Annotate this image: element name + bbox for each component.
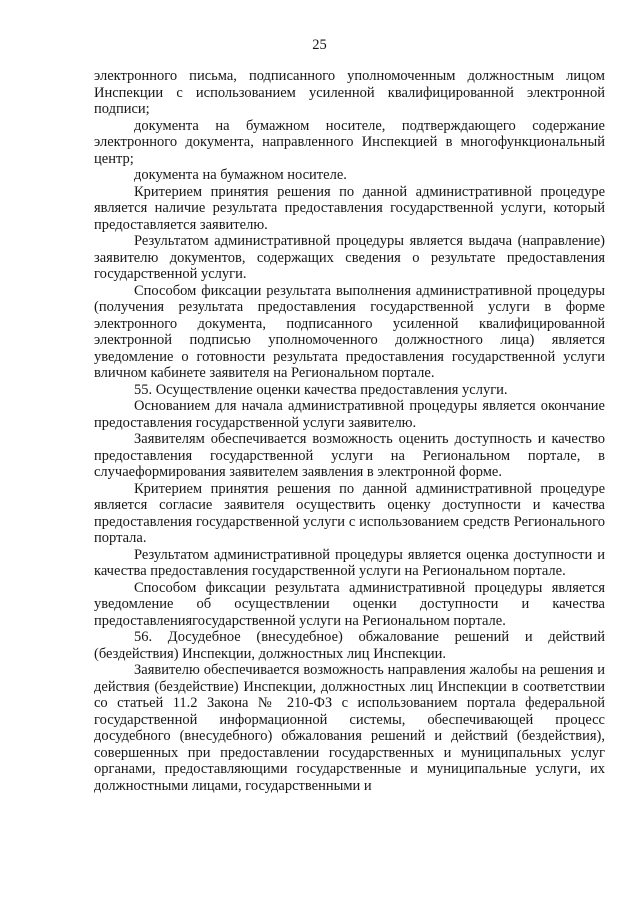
document-body (94, 68, 605, 794)
paragraph-paper-document-confirming: документа на бумажном носителе, подтверждающего содержание электронного документа, направленного Инспекцией в многофункциональный центр; (94, 117, 605, 167)
paragraph-paper-document: документа на бумажном носителе. (134, 167, 347, 183)
paragraph-electronic-letter: электронного письма, подписанного уполномоченным должностным лицом Инспекции с использованием усиленной квалифицированной электронной подписи; (94, 68, 605, 117)
paragraph-assessment-criterion: Критерием принятия решения по данной административной процедуре является согласие заявителя осуществить оценку доступности и качества предоставления государственной услуги с использованием средств Регионального портала. (94, 480, 605, 546)
section-heading-55: 55. Осуществление оценки качества предоставления услуги. (134, 381, 508, 398)
section-heading-56: 56. Досудебное (внесудебное) обжалование решений и действий (бездействия) Инспекции, должностных лиц Инспекции. (94, 629, 605, 662)
paragraph-procedure-result: Результатом административной процедуры является выдача (направление) заявителю документов, содержащих сведения о результате предоставления государственной услуги. (94, 233, 605, 282)
paragraph-complaint-right: Заявителю обеспечивается возможность направления жалобы на решения и действия (бездействие) Инспекции, должностных лиц Инспекции в соответствии со статьей 11.2 Закона № 210-ФЗ с использованием портала федеральной государственной информационной системы, обеспечивающей процесс досудебного (внесудебного) обжалования решений и действий (бездействия), совершенных при предоставлении государственных и муниципальных услуг органами, предоставляющими государственные и муниципальные услуги, их должностными лицами, государственными и (94, 662, 605, 794)
paragraph-decision-criterion: Критерием принятия решения по данной административной процедуре является наличие результата предоставления государственной услуги, который предоставляется заявителю. (94, 183, 605, 233)
paragraph-result-recording: Способом фиксации результата выполнения административной процедуры (получения результата предоставления государственной услуги в форме электронного документа, подписанного усиленной квалифицированной электронной подписью уполномоченного должностного лица) является уведомление о готовности результата предоставления государственной услуги вличном кабинете заявителя на Региональном портале. (94, 282, 605, 381)
page-number: 25 (312, 37, 327, 53)
paragraph-assessment-result: Результатом административной процедуры является оценка доступности и качества предоставления государственной услуги на Региональном портале. (94, 546, 605, 579)
paragraph-procedure-basis: Основанием для начала административной процедуры является окончание предоставления государственной услуги заявителю. (94, 398, 605, 431)
paragraph-assessment-recording: Способом фиксации результата административной процедуры является уведомление об осуществлении оценки доступности и качества предоставлениягосударственной услуги на Региональном портале. (94, 579, 605, 629)
paragraph-quality-assessment: Заявителям обеспечивается возможность оценить доступность и качество предоставления государственной услуги на Региональном портале, в случаеформирования заявителем заявления в электронной форме. (94, 431, 605, 480)
